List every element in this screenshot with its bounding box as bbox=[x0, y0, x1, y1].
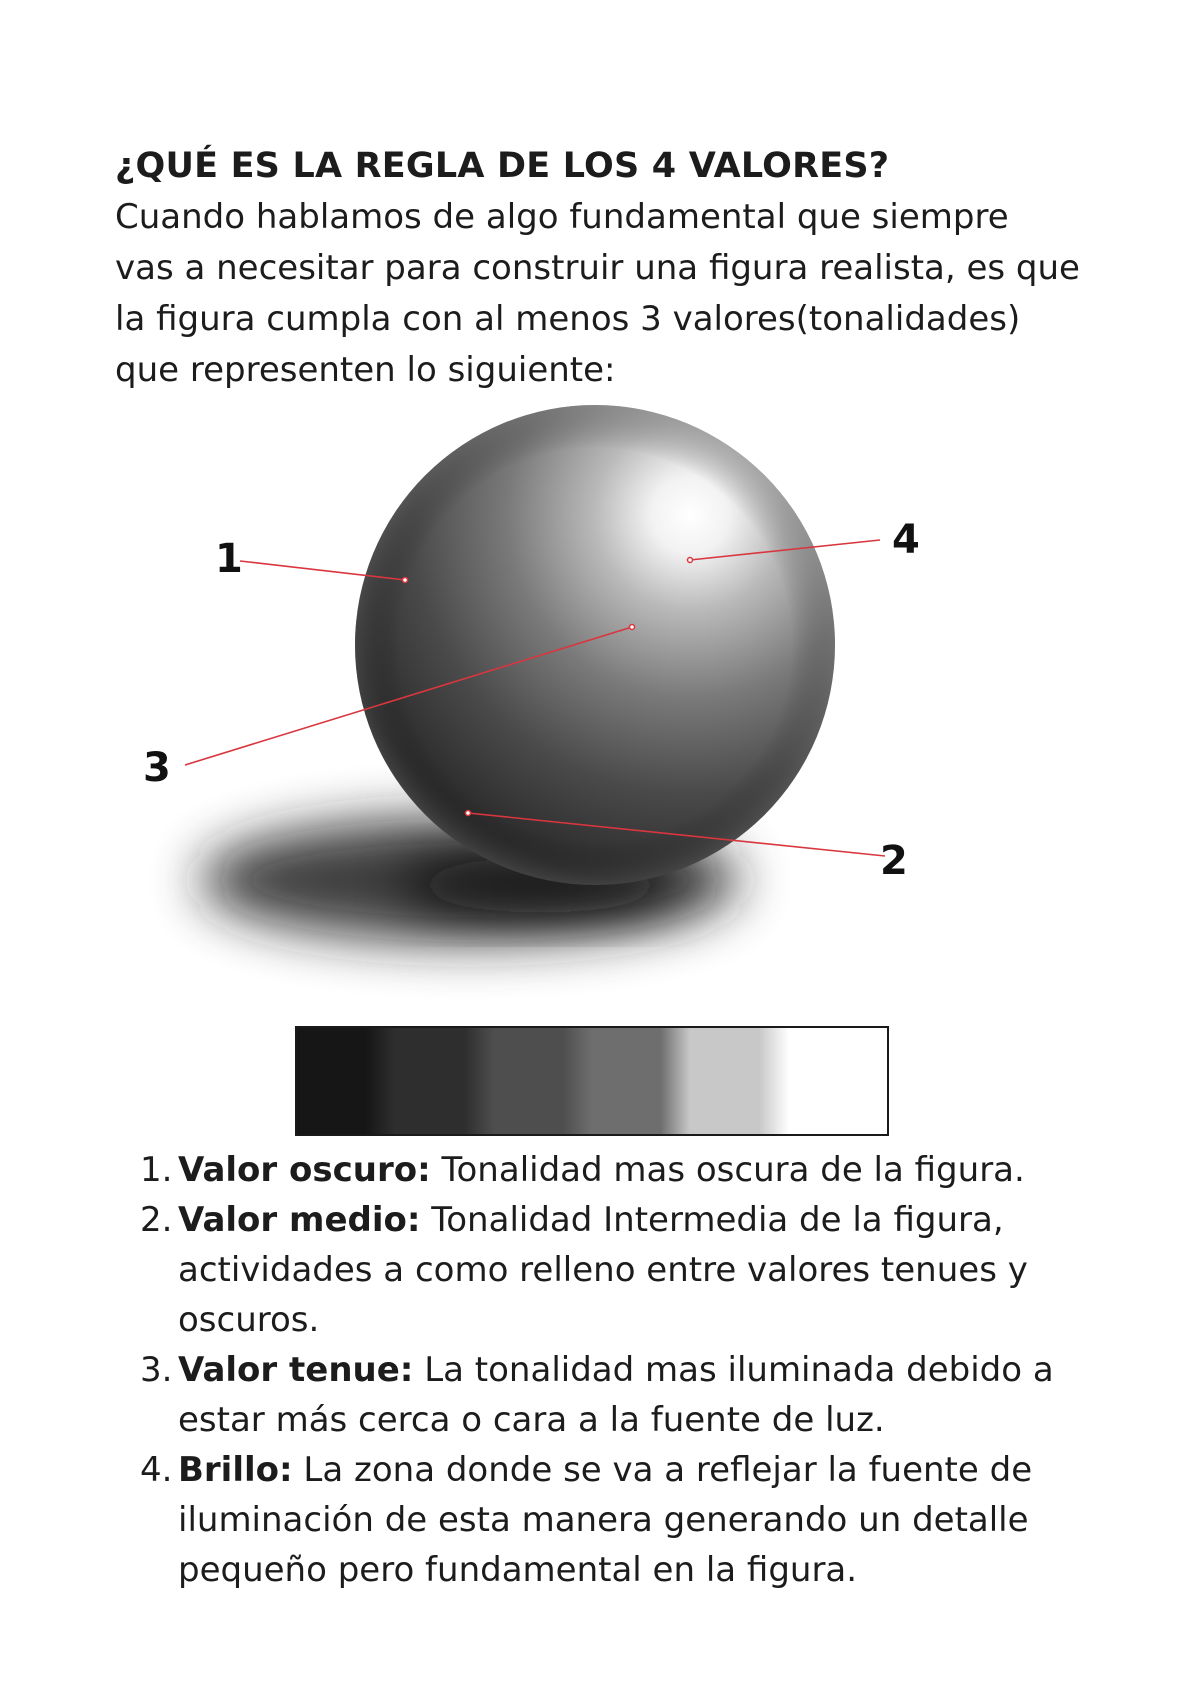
value-swatch bbox=[789, 1028, 887, 1134]
value-scale bbox=[295, 1026, 889, 1136]
list-line bbox=[178, 1145, 1100, 1195]
label-2: 2 bbox=[880, 838, 908, 884]
list-item bbox=[140, 1145, 1100, 1195]
label-3: 3 bbox=[143, 745, 171, 791]
list-line bbox=[178, 1445, 1100, 1495]
leader-point-3 bbox=[630, 625, 635, 630]
leader-point-2 bbox=[466, 811, 471, 816]
list-number: 4. bbox=[140, 1450, 173, 1490]
list-number: 3. bbox=[140, 1350, 173, 1390]
value-swatch bbox=[592, 1028, 690, 1134]
value-description: La tonalidad mas iluminada debido a bbox=[424, 1350, 1054, 1390]
page-title: ¿QUÉ ES LA REGLA DE LOS 4 VALORES? bbox=[115, 146, 890, 186]
sphere-rim bbox=[355, 405, 835, 885]
list-item bbox=[140, 1195, 1100, 1345]
value-term: Valor oscuro: bbox=[178, 1150, 431, 1190]
list-number: 2. bbox=[140, 1200, 173, 1240]
leader-point-4 bbox=[688, 558, 693, 563]
value-swatch bbox=[297, 1028, 395, 1134]
list-line bbox=[178, 1345, 1100, 1395]
value-description: Tonalidad Intermedia de la figura, bbox=[431, 1200, 1004, 1240]
sphere-illustration bbox=[0, 400, 1200, 1000]
list-line: pequeño pero fundamental en la figura. bbox=[178, 1550, 858, 1590]
intro-line: que representen lo siguiente: bbox=[115, 350, 616, 390]
list-number: 1. bbox=[140, 1150, 173, 1190]
intro-line: la figura cumpla con al menos 3 valores(tonalidades) bbox=[115, 299, 1021, 339]
list-line bbox=[178, 1195, 1100, 1245]
values-list bbox=[140, 1145, 1100, 1595]
value-swatch bbox=[690, 1028, 788, 1134]
value-description: La zona donde se va a reflejar la fuente de bbox=[303, 1450, 1033, 1490]
intro-line: Cuando hablamos de algo fundamental que siempre bbox=[115, 197, 1009, 237]
value-term: Brillo: bbox=[178, 1450, 293, 1490]
list-item bbox=[140, 1345, 1100, 1445]
value-description: Tonalidad mas oscura de la figura. bbox=[441, 1150, 1025, 1190]
value-term: Valor tenue: bbox=[178, 1350, 414, 1390]
value-swatch bbox=[494, 1028, 592, 1134]
value-term: Valor medio: bbox=[178, 1200, 421, 1240]
label-1: 1 bbox=[215, 536, 243, 582]
list-line: iluminación de esta manera generando un detalle bbox=[178, 1500, 1029, 1540]
list-line: oscuros. bbox=[178, 1300, 320, 1340]
label-4: 4 bbox=[892, 517, 920, 563]
list-line: actividades a como relleno entre valores tenues y bbox=[178, 1250, 1028, 1290]
value-swatch bbox=[395, 1028, 493, 1134]
sphere-svg bbox=[0, 400, 1200, 1000]
list-item bbox=[140, 1445, 1100, 1595]
intro-line: vas a necesitar para construir una figura realista, es que bbox=[115, 248, 1080, 288]
leader-point-1 bbox=[403, 578, 408, 583]
list-line: estar más cerca o cara a la fuente de luz. bbox=[178, 1400, 885, 1440]
intro-paragraph bbox=[115, 192, 1115, 396]
